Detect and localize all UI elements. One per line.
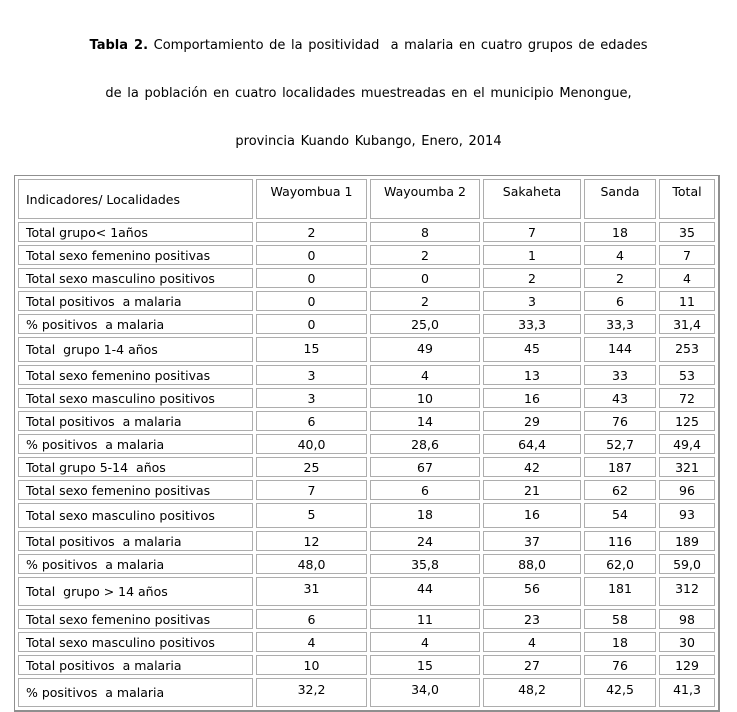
value-cell: 33,3 xyxy=(483,314,581,334)
value-cell: 35,8 xyxy=(370,554,480,574)
table-row xyxy=(18,222,715,242)
value-cell: 25 xyxy=(256,457,367,477)
value-cell: 11 xyxy=(659,291,715,311)
table-caption xyxy=(0,6,737,166)
table-row xyxy=(18,457,715,477)
value-cell: 321 xyxy=(659,457,715,477)
value-cell: 53 xyxy=(659,365,715,385)
value-cell: 27 xyxy=(483,655,581,675)
value-cell: 23 xyxy=(483,609,581,629)
value-cell: 125 xyxy=(659,411,715,431)
row-label-cell: Total grupo< 1años xyxy=(18,222,253,242)
row-label-cell: % positivos a malaria xyxy=(18,314,253,334)
row-label-cell: Total positivos a malaria xyxy=(18,655,253,675)
value-cell: 31 xyxy=(256,577,367,606)
caption-line-1 xyxy=(0,38,737,54)
value-cell: 62,0 xyxy=(584,554,656,574)
column-header: Sakaheta xyxy=(483,179,581,219)
table-row xyxy=(18,314,715,334)
value-cell: 88,0 xyxy=(483,554,581,574)
value-cell: 18 xyxy=(584,632,656,652)
table-row xyxy=(18,531,715,551)
value-cell: 3 xyxy=(256,365,367,385)
value-cell: 52,7 xyxy=(584,434,656,454)
value-cell: 7 xyxy=(256,480,367,500)
value-cell: 7 xyxy=(659,245,715,265)
row-label-cell: Total sexo masculino positivos xyxy=(18,632,253,652)
value-cell: 13 xyxy=(483,365,581,385)
table-row xyxy=(18,678,715,707)
value-cell: 76 xyxy=(584,655,656,675)
value-cell: 4 xyxy=(584,245,656,265)
value-cell: 181 xyxy=(584,577,656,606)
value-cell: 4 xyxy=(370,365,480,385)
value-cell: 33,3 xyxy=(584,314,656,334)
row-label-cell: Total positivos a malaria xyxy=(18,291,253,311)
value-cell: 253 xyxy=(659,337,715,362)
row-label-cell: Total sexo masculino positivos xyxy=(18,388,253,408)
table-row xyxy=(18,434,715,454)
value-cell: 29 xyxy=(483,411,581,431)
table-header xyxy=(18,179,715,219)
value-cell: 42 xyxy=(483,457,581,477)
row-label-cell: % positivos a malaria xyxy=(18,554,253,574)
column-header: Total xyxy=(659,179,715,219)
value-cell: 21 xyxy=(483,480,581,500)
table-row xyxy=(18,337,715,362)
value-cell: 14 xyxy=(370,411,480,431)
value-cell: 144 xyxy=(584,337,656,362)
value-cell: 59,0 xyxy=(659,554,715,574)
row-label-cell: % positivos a malaria xyxy=(18,434,253,454)
value-cell: 6 xyxy=(370,480,480,500)
value-cell: 41,3 xyxy=(659,678,715,707)
row-label-cell: Total positivos a malaria xyxy=(18,531,253,551)
value-cell: 48,2 xyxy=(483,678,581,707)
value-cell: 0 xyxy=(256,245,367,265)
value-cell: 25,0 xyxy=(370,314,480,334)
table-row xyxy=(18,480,715,500)
value-cell: 16 xyxy=(483,503,581,528)
value-cell: 0 xyxy=(370,268,480,288)
value-cell: 6 xyxy=(256,609,367,629)
value-cell: 64,4 xyxy=(483,434,581,454)
row-label-cell: Total grupo 1-4 años xyxy=(18,337,253,362)
value-cell: 4 xyxy=(256,632,367,652)
row-label-cell: Total sexo femenino positivas xyxy=(18,480,253,500)
row-label-cell: Total sexo masculino positivos xyxy=(18,503,253,528)
value-cell: 116 xyxy=(584,531,656,551)
value-cell: 6 xyxy=(584,291,656,311)
value-cell: 2 xyxy=(370,291,480,311)
row-label-cell: Total positivos a malaria xyxy=(18,411,253,431)
row-label-cell: Total sexo femenino positivas xyxy=(18,365,253,385)
table-body xyxy=(18,222,715,707)
value-cell: 2 xyxy=(256,222,367,242)
malaria-positivity-table xyxy=(14,175,720,712)
value-cell: 76 xyxy=(584,411,656,431)
value-cell: 96 xyxy=(659,480,715,500)
caption-table-number: Tabla 2. xyxy=(89,38,149,53)
table-row xyxy=(18,365,715,385)
value-cell: 44 xyxy=(370,577,480,606)
value-cell: 18 xyxy=(584,222,656,242)
table-row xyxy=(18,632,715,652)
row-label-cell: Total sexo femenino positivas xyxy=(18,609,253,629)
value-cell: 54 xyxy=(584,503,656,528)
value-cell: 18 xyxy=(370,503,480,528)
value-cell: 2 xyxy=(584,268,656,288)
value-cell: 312 xyxy=(659,577,715,606)
value-cell: 34,0 xyxy=(370,678,480,707)
value-cell: 35 xyxy=(659,222,715,242)
value-cell: 43 xyxy=(584,388,656,408)
value-cell: 1 xyxy=(483,245,581,265)
table-row xyxy=(18,245,715,265)
value-cell: 72 xyxy=(659,388,715,408)
value-cell: 24 xyxy=(370,531,480,551)
column-header: Wayombua 1 xyxy=(256,179,367,219)
column-header: Sanda xyxy=(584,179,656,219)
value-cell: 32,2 xyxy=(256,678,367,707)
value-cell: 28,6 xyxy=(370,434,480,454)
row-label-cell: Total grupo 5-14 años xyxy=(18,457,253,477)
value-cell: 42,5 xyxy=(584,678,656,707)
value-cell: 40,0 xyxy=(256,434,367,454)
value-cell: 58 xyxy=(584,609,656,629)
table-row xyxy=(18,577,715,606)
header-row xyxy=(18,179,715,219)
value-cell: 5 xyxy=(256,503,367,528)
table-row xyxy=(18,554,715,574)
value-cell: 4 xyxy=(370,632,480,652)
value-cell: 93 xyxy=(659,503,715,528)
value-cell: 16 xyxy=(483,388,581,408)
value-cell: 15 xyxy=(370,655,480,675)
value-cell: 4 xyxy=(483,632,581,652)
value-cell: 33 xyxy=(584,365,656,385)
value-cell: 49 xyxy=(370,337,480,362)
value-cell: 187 xyxy=(584,457,656,477)
value-cell: 48,0 xyxy=(256,554,367,574)
value-cell: 12 xyxy=(256,531,367,551)
value-cell: 30 xyxy=(659,632,715,652)
column-header-indicadores: Indicadores/ Localidades xyxy=(18,179,253,219)
value-cell: 0 xyxy=(256,268,367,288)
value-cell: 8 xyxy=(370,222,480,242)
table-row xyxy=(18,388,715,408)
row-label-cell: Total grupo > 14 años xyxy=(18,577,253,606)
value-cell: 98 xyxy=(659,609,715,629)
value-cell: 67 xyxy=(370,457,480,477)
value-cell: 0 xyxy=(256,291,367,311)
value-cell: 2 xyxy=(483,268,581,288)
value-cell: 4 xyxy=(659,268,715,288)
value-cell: 3 xyxy=(256,388,367,408)
value-cell: 0 xyxy=(256,314,367,334)
value-cell: 129 xyxy=(659,655,715,675)
value-cell: 10 xyxy=(370,388,480,408)
value-cell: 31,4 xyxy=(659,314,715,334)
caption-line-3: provincia Kuando Kubango, Enero, 2014 xyxy=(235,134,502,149)
value-cell: 56 xyxy=(483,577,581,606)
value-cell: 2 xyxy=(370,245,480,265)
caption-line-1-text: Comportamiento de la positividad a malaria en cuatro grupos de edades xyxy=(148,38,648,53)
row-label-cell: % positivos a malaria xyxy=(18,678,253,707)
value-cell: 45 xyxy=(483,337,581,362)
table-row xyxy=(18,503,715,528)
row-label-cell: Total sexo femenino positivas xyxy=(18,245,253,265)
value-cell: 37 xyxy=(483,531,581,551)
value-cell: 6 xyxy=(256,411,367,431)
row-label-cell: Total sexo masculino positivos xyxy=(18,268,253,288)
value-cell: 189 xyxy=(659,531,715,551)
table-row xyxy=(18,411,715,431)
value-cell: 7 xyxy=(483,222,581,242)
caption-line-2: de la población en cuatro localidades muestreadas en el municipio Menongue, xyxy=(105,86,632,101)
table-row xyxy=(18,609,715,629)
value-cell: 3 xyxy=(483,291,581,311)
value-cell: 62 xyxy=(584,480,656,500)
table-row xyxy=(18,291,715,311)
table-row xyxy=(18,268,715,288)
table-row xyxy=(18,655,715,675)
value-cell: 49,4 xyxy=(659,434,715,454)
column-header: Wayoumba 2 xyxy=(370,179,480,219)
value-cell: 10 xyxy=(256,655,367,675)
value-cell: 11 xyxy=(370,609,480,629)
value-cell: 15 xyxy=(256,337,367,362)
